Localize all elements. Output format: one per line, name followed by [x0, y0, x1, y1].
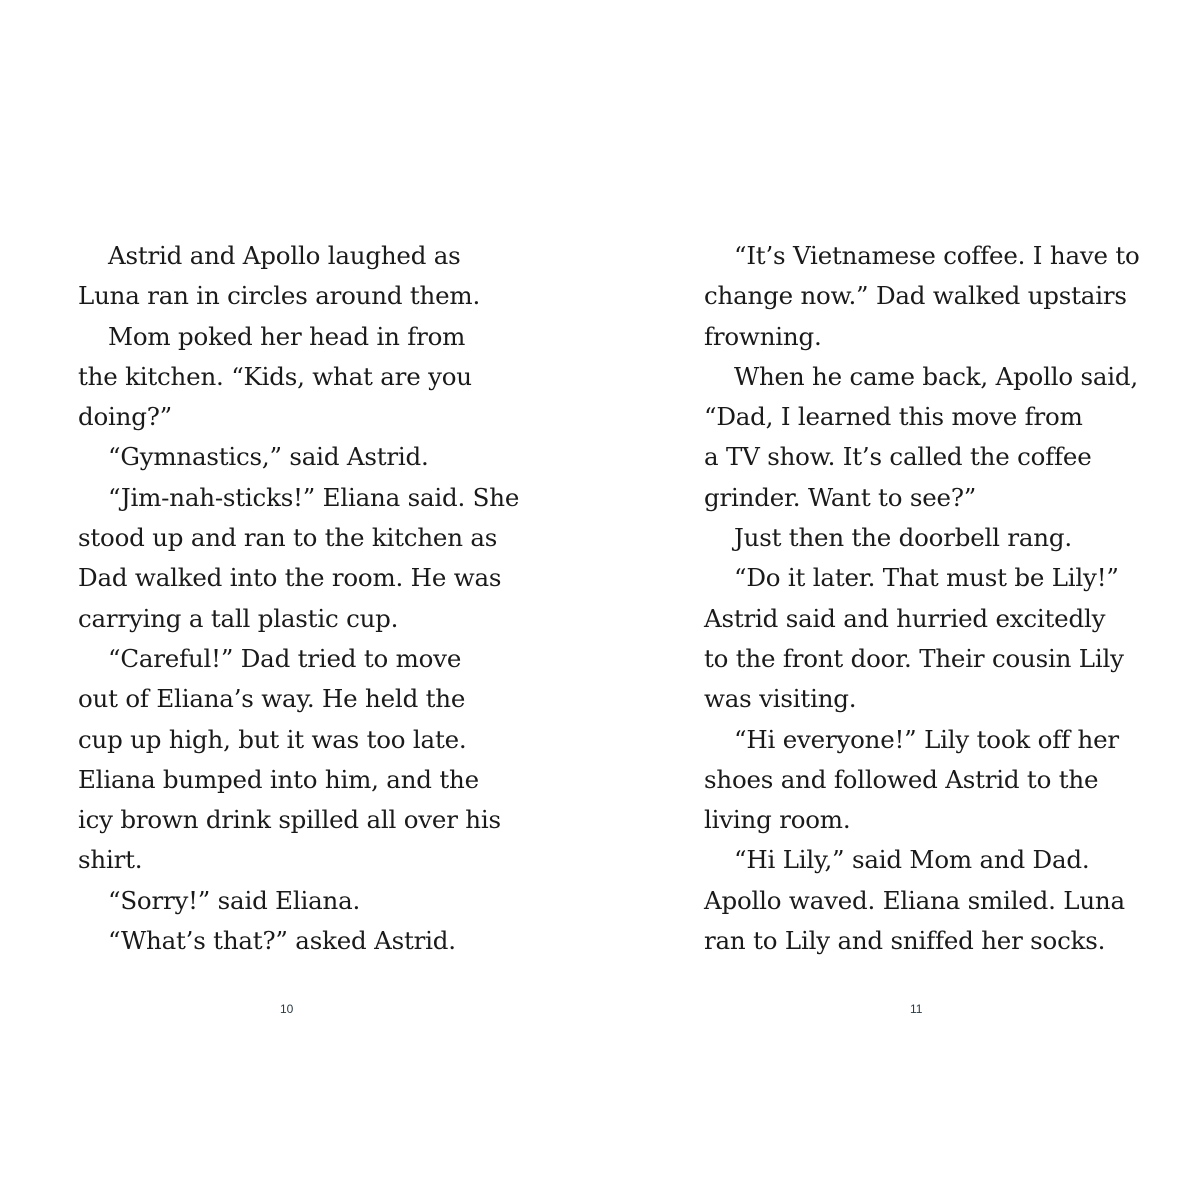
text-line: Eliana bumped into him, and the: [78, 764, 479, 794]
text-line: Just then the doorbell rang.: [734, 523, 1072, 553]
text-line: Astrid said and hurried excitedly: [704, 603, 1106, 633]
right-page-text: [704, 236, 1144, 961]
right-page-number: 11: [910, 1002, 923, 1016]
text-line: living room.: [704, 805, 851, 835]
text-line: cup up high, but it was too late.: [78, 724, 467, 754]
text-line: was visiting.: [704, 684, 857, 714]
text-line: “Jim-nah-sticks!” Eliana said. She: [108, 482, 520, 512]
text-line: “Careful!” Dad tried to move: [108, 643, 462, 673]
right-page: [704, 236, 1144, 961]
text-line: the kitchen. “Kids, what are you: [78, 361, 472, 391]
text-line: shoes and followed Astrid to the: [704, 764, 1099, 794]
text-line: When he came back, Apollo said,: [734, 361, 1138, 391]
text-line: grinder. Want to see?”: [704, 482, 977, 512]
text-line: carrying a tall plastic cup.: [78, 603, 399, 633]
text-line: change now.” Dad walked upstairs: [704, 281, 1127, 311]
left-page-text: [78, 236, 518, 961]
text-line: Luna ran in circles around them.: [78, 281, 481, 311]
text-line: ran to Lily and sniffed her socks.: [704, 926, 1106, 956]
text-line: “What’s that?” asked Astrid.: [108, 926, 456, 956]
text-line: Dad walked into the room. He was: [78, 563, 502, 593]
text-line: “Hi Lily,” said Mom and Dad.: [734, 845, 1090, 875]
text-line: a TV show. It’s called the coffee: [704, 442, 1092, 472]
text-line: “Do it later. That must be Lily!”: [734, 563, 1119, 593]
text-line: “Hi everyone!” Lily took off her: [734, 724, 1119, 754]
text-line: “It’s Vietnamese coffee. I have to: [734, 241, 1140, 270]
left-page-number: 10: [280, 1002, 294, 1016]
text-line: frowning.: [704, 321, 822, 351]
text-line: out of Eliana’s way. He held the: [78, 684, 466, 714]
text-line: shirt.: [78, 845, 143, 875]
text-line: Mom poked her head in from: [108, 321, 466, 351]
text-line: Astrid and Apollo laughed as: [108, 241, 461, 270]
text-line: doing?”: [78, 402, 172, 432]
text-line: stood up and ran to the kitchen as: [78, 523, 498, 553]
text-line: icy brown drink spilled all over his: [78, 805, 501, 835]
left-page: [78, 236, 518, 961]
text-line: to the front door. Their cousin Lily: [704, 643, 1124, 673]
text-line: “Gymnastics,” said Astrid.: [108, 442, 429, 472]
text-line: “Sorry!” said Eliana.: [108, 885, 361, 915]
text-line: “Dad, I learned this move from: [704, 402, 1083, 432]
text-line: Apollo waved. Eliana smiled. Luna: [704, 885, 1125, 915]
